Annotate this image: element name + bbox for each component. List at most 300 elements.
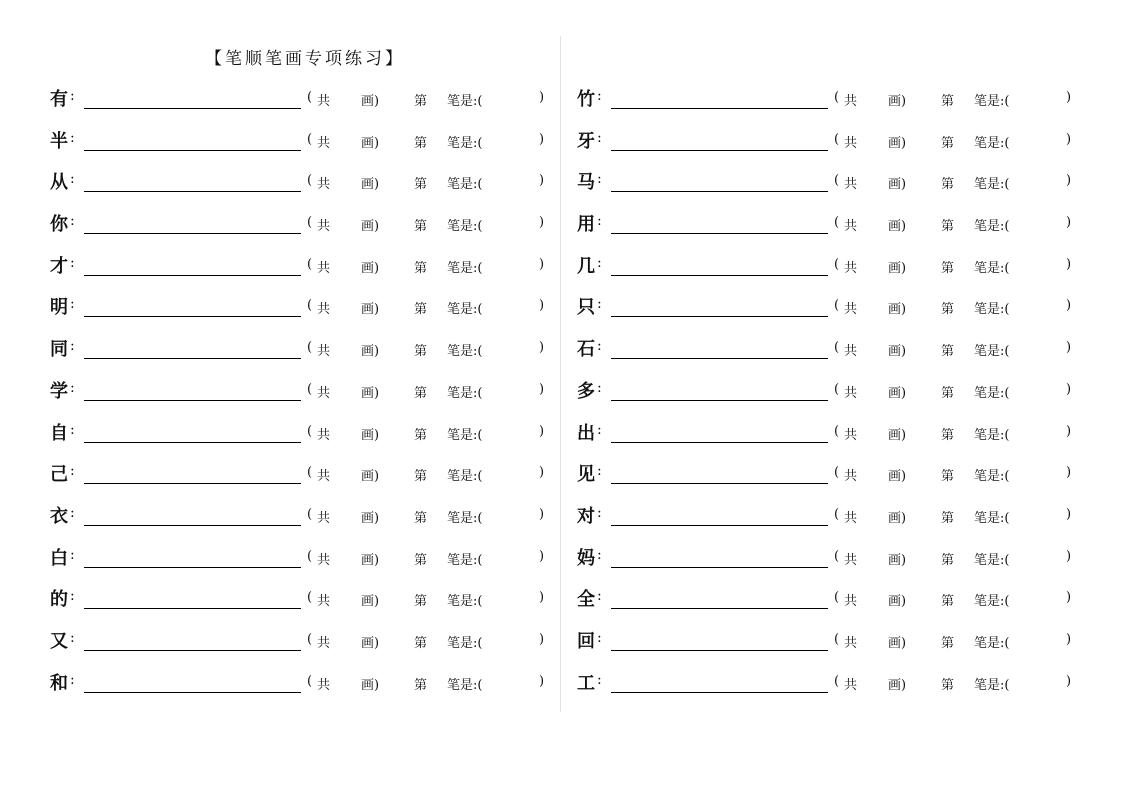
- character: 几: [577, 255, 595, 277]
- total-label: 共: [844, 427, 858, 443]
- stroke-unit-label: 画): [361, 677, 380, 693]
- right-column: [577, 82, 1077, 707]
- open-paren: (: [307, 590, 313, 606]
- exercise-row: [50, 82, 550, 124]
- stroke-order-answer-line[interactable]: [84, 191, 301, 192]
- stroke-is-label: 笔是:(: [974, 94, 1010, 109]
- colon: :: [597, 338, 602, 355]
- open-paren: (: [834, 548, 840, 564]
- total-label: 共: [317, 219, 331, 235]
- stroke-order-answer-line[interactable]: [611, 650, 828, 651]
- total-label: 共: [844, 344, 858, 360]
- exercise-row: [50, 124, 550, 166]
- character: 石: [577, 339, 595, 361]
- exercise-row: [50, 207, 550, 249]
- stroke-order-answer-line[interactable]: [84, 442, 301, 443]
- stroke-is-label: 笔是:(: [447, 510, 483, 526]
- stroke-is-label: 笔是:(: [974, 385, 1010, 401]
- colon: :: [597, 463, 602, 480]
- close-paren: ): [539, 631, 545, 647]
- colon: :: [597, 213, 602, 230]
- character: 又: [50, 630, 68, 652]
- open-paren: (: [834, 256, 840, 272]
- ordinal-label: 第: [414, 260, 428, 276]
- ordinal-label: 第: [941, 260, 955, 276]
- exercise-row: [577, 207, 1077, 249]
- total-label: 共: [317, 510, 331, 526]
- stroke-is-label: 笔是:(: [974, 635, 1010, 651]
- close-paren: ): [539, 173, 545, 189]
- stroke-is-label: 笔是:(: [447, 302, 483, 318]
- total-label: 共: [317, 135, 331, 151]
- stroke-unit-label: 画): [888, 344, 907, 360]
- open-paren: (: [307, 673, 313, 689]
- exercise-row: [577, 541, 1077, 583]
- ordinal-label: 第: [414, 135, 428, 151]
- total-label: 共: [844, 260, 858, 276]
- character: 有: [50, 89, 68, 110]
- stroke-is-label: 笔是:(: [447, 427, 483, 443]
- colon: :: [597, 254, 602, 271]
- stroke-order-answer-line[interactable]: [84, 567, 301, 568]
- exercise-row: [50, 457, 550, 499]
- stroke-order-answer-line[interactable]: [84, 608, 301, 609]
- ordinal-label: 第: [941, 344, 955, 360]
- stroke-order-answer-line[interactable]: [611, 108, 828, 109]
- stroke-order-answer-line[interactable]: [611, 442, 828, 443]
- stroke-order-answer-line[interactable]: [611, 692, 828, 693]
- character: 只: [577, 297, 595, 319]
- ordinal-label: 第: [414, 344, 428, 360]
- open-paren: (: [834, 465, 840, 481]
- total-label: 共: [317, 677, 331, 693]
- character: 衣: [50, 505, 68, 527]
- stroke-is-label: 笔是:(: [974, 677, 1010, 693]
- close-paren: ): [1066, 590, 1072, 606]
- ordinal-label: 第: [414, 594, 428, 610]
- total-label: 共: [317, 385, 331, 401]
- stroke-order-answer-line[interactable]: [611, 316, 828, 317]
- stroke-is-label: 笔是:(: [447, 177, 483, 193]
- colon: :: [597, 171, 602, 188]
- open-paren: (: [834, 506, 840, 522]
- character: 出: [577, 422, 595, 444]
- close-paren: ): [539, 381, 545, 397]
- stroke-unit-label: 画): [361, 552, 380, 568]
- close-paren: ): [1066, 256, 1072, 272]
- total-label: 共: [317, 94, 331, 109]
- stroke-order-answer-line[interactable]: [611, 233, 828, 234]
- ordinal-label: 第: [414, 219, 428, 235]
- stroke-order-answer-line[interactable]: [611, 567, 828, 568]
- stroke-is-label: 笔是:(: [974, 594, 1010, 610]
- ordinal-label: 第: [414, 177, 428, 193]
- colon: :: [597, 296, 602, 313]
- close-paren: ): [539, 131, 545, 147]
- open-paren: (: [834, 673, 840, 689]
- stroke-is-label: 笔是:(: [447, 385, 483, 401]
- close-paren: ): [1066, 173, 1072, 189]
- colon: :: [70, 171, 75, 188]
- ordinal-label: 第: [941, 302, 955, 318]
- colon: :: [70, 213, 75, 230]
- stroke-unit-label: 画): [888, 427, 907, 443]
- colon: :: [70, 546, 75, 563]
- total-label: 共: [844, 385, 858, 401]
- character: 和: [50, 672, 68, 694]
- open-paren: (: [834, 381, 840, 397]
- colon: :: [597, 129, 602, 146]
- colon: :: [70, 463, 75, 480]
- character: 明: [50, 297, 68, 319]
- ordinal-label: 第: [941, 552, 955, 568]
- close-paren: ): [539, 673, 545, 689]
- character: 工: [577, 672, 595, 694]
- stroke-unit-label: 画): [361, 469, 380, 485]
- exercise-row: [50, 332, 550, 374]
- stroke-is-label: 笔是:(: [447, 552, 483, 568]
- stroke-is-label: 笔是:(: [974, 219, 1010, 235]
- colon: :: [597, 379, 602, 396]
- ordinal-label: 第: [941, 510, 955, 526]
- stroke-order-answer-line[interactable]: [611, 608, 828, 609]
- exercise-row: [50, 624, 550, 666]
- character: 半: [50, 130, 68, 152]
- close-paren: ): [539, 256, 545, 272]
- total-label: 共: [317, 635, 331, 651]
- character: 回: [577, 630, 595, 652]
- close-paren: ): [539, 298, 545, 314]
- open-paren: (: [307, 173, 313, 189]
- character: 竹: [577, 89, 595, 110]
- ordinal-label: 第: [941, 385, 955, 401]
- close-paren: ): [1066, 215, 1072, 231]
- stroke-is-label: 笔是:(: [447, 260, 483, 276]
- stroke-order-answer-line[interactable]: [84, 650, 301, 651]
- total-label: 共: [844, 552, 858, 568]
- open-paren: (: [834, 340, 840, 356]
- stroke-unit-label: 画): [361, 635, 380, 651]
- stroke-unit-label: 画): [361, 94, 380, 109]
- colon: :: [597, 546, 602, 563]
- close-paren: ): [1066, 673, 1072, 689]
- total-label: 共: [844, 635, 858, 651]
- ordinal-label: 第: [941, 219, 955, 235]
- stroke-unit-label: 画): [361, 177, 380, 193]
- colon: :: [597, 588, 602, 605]
- exercise-row: [577, 582, 1077, 624]
- colon: :: [70, 129, 75, 146]
- exercise-row: [50, 416, 550, 458]
- close-paren: ): [1066, 631, 1072, 647]
- colon: :: [70, 588, 75, 605]
- stroke-order-answer-line[interactable]: [84, 400, 301, 401]
- stroke-is-label: 笔是:(: [974, 135, 1010, 151]
- open-paren: (: [307, 631, 313, 647]
- character: 见: [577, 464, 595, 486]
- ordinal-label: 第: [414, 552, 428, 568]
- stroke-order-answer-line[interactable]: [84, 525, 301, 526]
- stroke-unit-label: 画): [888, 94, 907, 109]
- open-paren: (: [307, 340, 313, 356]
- open-paren: (: [834, 298, 840, 314]
- stroke-unit-label: 画): [361, 594, 380, 610]
- open-paren: (: [834, 590, 840, 606]
- stroke-order-answer-line[interactable]: [611, 483, 828, 484]
- total-label: 共: [844, 94, 858, 109]
- stroke-unit-label: 画): [888, 677, 907, 693]
- ordinal-label: 第: [414, 677, 428, 693]
- stroke-is-label: 笔是:(: [974, 469, 1010, 485]
- stroke-unit-label: 画): [888, 302, 907, 318]
- character: 才: [50, 255, 68, 277]
- stroke-unit-label: 画): [361, 510, 380, 526]
- stroke-unit-label: 画): [888, 510, 907, 526]
- colon: :: [597, 504, 602, 521]
- exercise-row: [577, 499, 1077, 541]
- stroke-unit-label: 画): [888, 552, 907, 568]
- total-label: 共: [844, 510, 858, 526]
- total-label: 共: [317, 427, 331, 443]
- close-paren: ): [1066, 90, 1072, 105]
- open-paren: (: [307, 423, 313, 439]
- stroke-unit-label: 画): [361, 260, 380, 276]
- total-label: 共: [317, 552, 331, 568]
- colon: :: [70, 296, 75, 313]
- colon: :: [70, 629, 75, 646]
- exercise-row: [50, 499, 550, 541]
- stroke-unit-label: 画): [888, 219, 907, 235]
- column-divider: [560, 36, 561, 712]
- open-paren: (: [834, 631, 840, 647]
- stroke-is-label: 笔是:(: [447, 635, 483, 651]
- stroke-order-answer-line[interactable]: [84, 692, 301, 693]
- stroke-unit-label: 画): [888, 385, 907, 401]
- character: 用: [577, 214, 595, 236]
- close-paren: ): [1066, 340, 1072, 356]
- character: 你: [50, 214, 68, 236]
- open-paren: (: [307, 548, 313, 564]
- stroke-is-label: 笔是:(: [447, 594, 483, 610]
- colon: :: [70, 338, 75, 355]
- open-paren: (: [834, 90, 840, 105]
- stroke-order-answer-line[interactable]: [611, 525, 828, 526]
- total-label: 共: [844, 594, 858, 610]
- exercise-row: [50, 165, 550, 207]
- close-paren: ): [539, 90, 545, 105]
- exercise-row: [577, 124, 1077, 166]
- stroke-order-answer-line[interactable]: [84, 358, 301, 359]
- stroke-is-label: 笔是:(: [974, 260, 1010, 276]
- ordinal-label: 第: [414, 302, 428, 318]
- colon: :: [70, 379, 75, 396]
- total-label: 共: [317, 302, 331, 318]
- open-paren: (: [834, 131, 840, 147]
- close-paren: ): [1066, 465, 1072, 481]
- exercise-row: [577, 666, 1077, 708]
- total-label: 共: [317, 344, 331, 360]
- character: 己: [50, 464, 68, 486]
- stroke-order-answer-line[interactable]: [611, 358, 828, 359]
- colon: :: [70, 671, 75, 688]
- open-paren: (: [307, 298, 313, 314]
- close-paren: ): [539, 506, 545, 522]
- ordinal-label: 第: [414, 635, 428, 651]
- character: 全: [577, 589, 595, 611]
- stroke-order-answer-line[interactable]: [84, 483, 301, 484]
- exercise-row: [577, 249, 1077, 291]
- stroke-unit-label: 画): [888, 135, 907, 151]
- stroke-is-label: 笔是:(: [447, 344, 483, 360]
- worksheet-title: 【笔顺笔画专项练习】: [205, 49, 405, 69]
- close-paren: ): [539, 423, 545, 439]
- character: 多: [577, 380, 595, 402]
- ordinal-label: 第: [941, 177, 955, 193]
- stroke-unit-label: 画): [888, 594, 907, 610]
- colon: :: [597, 88, 602, 104]
- exercise-row: [50, 290, 550, 332]
- exercise-row: [577, 624, 1077, 666]
- total-label: 共: [317, 260, 331, 276]
- ordinal-label: 第: [414, 469, 428, 485]
- ordinal-label: 第: [941, 677, 955, 693]
- stroke-is-label: 笔是:(: [974, 344, 1010, 360]
- stroke-is-label: 笔是:(: [447, 469, 483, 485]
- open-paren: (: [834, 173, 840, 189]
- ordinal-label: 第: [941, 469, 955, 485]
- open-paren: (: [307, 506, 313, 522]
- exercise-row: [577, 332, 1077, 374]
- ordinal-label: 第: [941, 635, 955, 651]
- stroke-order-answer-line[interactable]: [84, 316, 301, 317]
- stroke-order-answer-line[interactable]: [611, 150, 828, 151]
- close-paren: ): [539, 215, 545, 231]
- stroke-is-label: 笔是:(: [974, 177, 1010, 193]
- stroke-is-label: 笔是:(: [447, 677, 483, 693]
- character: 对: [577, 505, 595, 527]
- close-paren: ): [1066, 548, 1072, 564]
- ordinal-label: 第: [941, 427, 955, 443]
- stroke-order-answer-line[interactable]: [84, 233, 301, 234]
- open-paren: (: [307, 215, 313, 231]
- character: 白: [50, 547, 68, 569]
- stroke-order-answer-line[interactable]: [611, 191, 828, 192]
- open-paren: (: [307, 90, 313, 105]
- exercise-row: [50, 582, 550, 624]
- close-paren: ): [539, 548, 545, 564]
- stroke-unit-label: 画): [361, 302, 380, 318]
- stroke-is-label: 笔是:(: [447, 219, 483, 235]
- left-column: [50, 82, 550, 707]
- ordinal-label: 第: [941, 135, 955, 151]
- close-paren: ): [539, 340, 545, 356]
- stroke-unit-label: 画): [361, 219, 380, 235]
- exercise-row: [577, 165, 1077, 207]
- close-paren: ): [1066, 298, 1072, 314]
- close-paren: ): [1066, 131, 1072, 147]
- ordinal-label: 第: [414, 427, 428, 443]
- open-paren: (: [834, 423, 840, 439]
- total-label: 共: [844, 177, 858, 193]
- colon: :: [597, 671, 602, 688]
- exercise-row: [50, 666, 550, 708]
- stroke-unit-label: 画): [888, 177, 907, 193]
- close-paren: ): [539, 465, 545, 481]
- colon: :: [597, 421, 602, 438]
- colon: :: [70, 421, 75, 438]
- character: 学: [50, 380, 68, 402]
- stroke-order-answer-line[interactable]: [611, 275, 828, 276]
- stroke-is-label: 笔是:(: [974, 552, 1010, 568]
- stroke-order-answer-line[interactable]: [84, 275, 301, 276]
- exercise-row: [577, 290, 1077, 332]
- stroke-unit-label: 画): [888, 260, 907, 276]
- stroke-is-label: 笔是:(: [974, 510, 1010, 526]
- open-paren: (: [307, 131, 313, 147]
- colon: :: [70, 254, 75, 271]
- character: 同: [50, 339, 68, 361]
- close-paren: ): [539, 590, 545, 606]
- ordinal-label: 第: [414, 94, 428, 109]
- total-label: 共: [844, 219, 858, 235]
- character: 马: [577, 172, 595, 194]
- exercise-row: [577, 416, 1077, 458]
- stroke-is-label: 笔是:(: [974, 302, 1010, 318]
- exercise-row: [577, 457, 1077, 499]
- ordinal-label: 第: [941, 594, 955, 610]
- character: 牙: [577, 130, 595, 152]
- colon: :: [70, 504, 75, 521]
- stroke-unit-label: 画): [361, 135, 380, 151]
- stroke-unit-label: 画): [361, 427, 380, 443]
- total-label: 共: [317, 469, 331, 485]
- stroke-unit-label: 画): [361, 385, 380, 401]
- close-paren: ): [1066, 423, 1072, 439]
- stroke-unit-label: 画): [361, 344, 380, 360]
- open-paren: (: [834, 215, 840, 231]
- exercise-row: [577, 82, 1077, 124]
- total-label: 共: [844, 135, 858, 151]
- stroke-order-answer-line[interactable]: [611, 400, 828, 401]
- character: 自: [50, 422, 68, 444]
- character: 的: [50, 589, 68, 611]
- character: 从: [50, 172, 68, 194]
- colon: :: [597, 629, 602, 646]
- character: 妈: [577, 547, 595, 569]
- stroke-unit-label: 画): [888, 469, 907, 485]
- total-label: 共: [317, 594, 331, 610]
- colon: :: [70, 88, 75, 104]
- total-label: 共: [844, 469, 858, 485]
- stroke-order-answer-line[interactable]: [84, 108, 301, 109]
- stroke-is-label: 笔是:(: [447, 135, 483, 151]
- stroke-is-label: 笔是:(: [974, 427, 1010, 443]
- close-paren: ): [1066, 506, 1072, 522]
- total-label: 共: [317, 177, 331, 193]
- open-paren: (: [307, 256, 313, 272]
- ordinal-label: 第: [414, 385, 428, 401]
- stroke-order-answer-line[interactable]: [84, 150, 301, 151]
- open-paren: (: [307, 381, 313, 397]
- open-paren: (: [307, 465, 313, 481]
- exercise-row: [50, 541, 550, 583]
- close-paren: ): [1066, 381, 1072, 397]
- ordinal-label: 第: [414, 510, 428, 526]
- ordinal-label: 第: [941, 94, 955, 109]
- exercise-row: [50, 249, 550, 291]
- exercise-row: [577, 374, 1077, 416]
- total-label: 共: [844, 302, 858, 318]
